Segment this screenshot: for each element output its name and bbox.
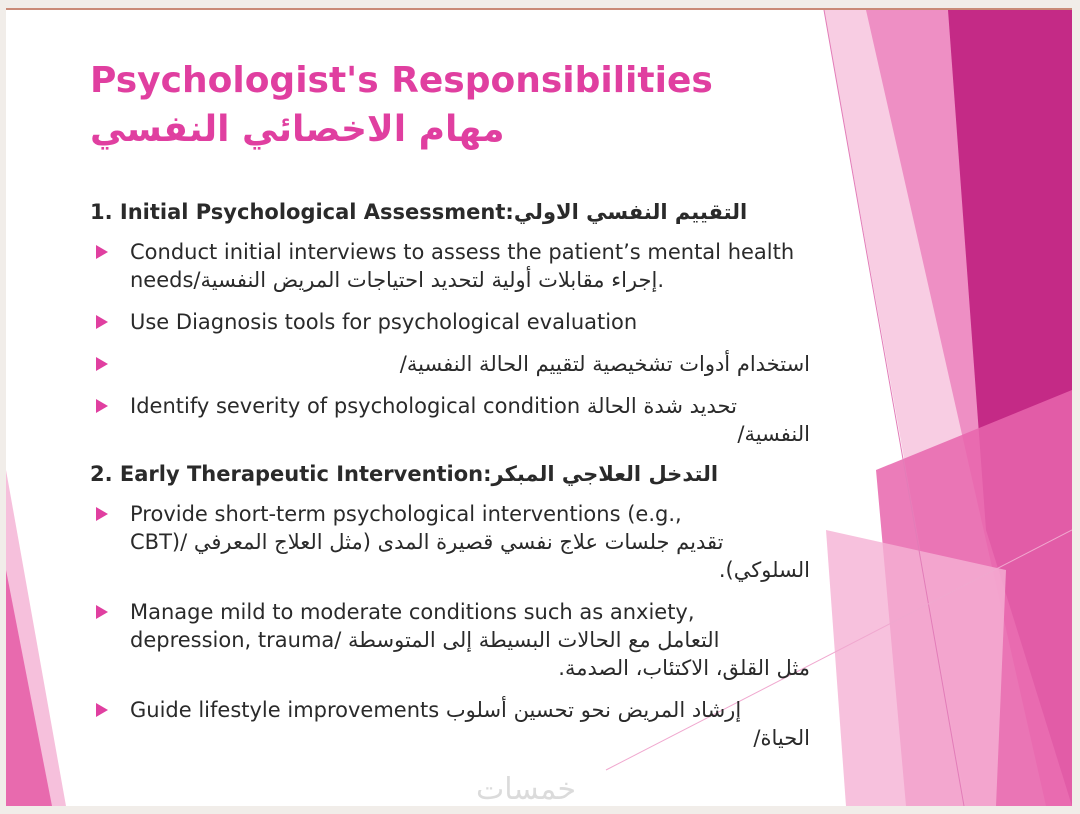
bullet-arrow-icon bbox=[96, 399, 108, 413]
bullet-text: Manage mild to moderate conditions such as anxiety, depression, trauma/ التعامل مع الحالات البسيطة إلى المتوسطة مثل القلق، الاكتئاب، الصدمة. bbox=[130, 600, 810, 680]
bullet-arrow-icon bbox=[96, 315, 108, 329]
bullet-arrow-icon bbox=[96, 703, 108, 717]
bullet-arrow-icon bbox=[96, 507, 108, 521]
bullet-arrow-icon bbox=[96, 245, 108, 259]
slide bbox=[6, 8, 1072, 806]
bullet-item bbox=[90, 500, 810, 584]
bullet-text: استخدام أدوات تشخيصية لتقييم الحالة النفسية/ bbox=[399, 352, 810, 376]
section-heading-early-intervention: 2. Early Therapeutic Intervention:التدخل العلاجي المبكر bbox=[90, 462, 719, 486]
section-heading-initial-assessment: 1. Initial Psychological Assessment:التقييم النفسي الاولي bbox=[90, 200, 748, 224]
bullet-arrow-icon bbox=[96, 605, 108, 619]
watermark-logo: خمسات bbox=[476, 772, 577, 806]
bullet-text: Provide short-term psychological interventions (e.g., CBT)/ تقديم جلسات علاج نفسي قصيرة المدى (مثل العلاج المعرفي السلوكي). bbox=[130, 502, 810, 582]
bullet-item bbox=[90, 238, 810, 294]
bullet-arrow-icon bbox=[96, 357, 108, 371]
bullet-item bbox=[90, 696, 810, 752]
bullet-text: Identify severity of psychological condition تحديد شدة الحالة النفسية/ bbox=[130, 394, 810, 446]
bullet-item bbox=[90, 308, 810, 336]
bullet-text: Use Diagnosis tools for psychological evaluation bbox=[130, 310, 638, 334]
bullet-text: Conduct initial interviews to assess the patient’s mental health needs/إجراء مقابلات أولية لتحديد احتياجات المريض النفسية. bbox=[130, 240, 795, 292]
bullet-item bbox=[90, 598, 810, 682]
decor-shape-light-lower bbox=[826, 530, 1006, 806]
slide-content bbox=[90, 200, 810, 766]
bullet-text: Guide lifestyle improvements إرشاد المريض نحو تحسين أسلوب الحياة/ bbox=[130, 698, 810, 750]
slide-title-english: Psychologist's Responsibilities bbox=[90, 60, 713, 101]
bullet-item bbox=[90, 350, 810, 378]
slide-title bbox=[90, 58, 713, 152]
slide-title-arabic: مهام الاخصائي النفسي bbox=[90, 109, 505, 150]
bullet-item bbox=[90, 392, 810, 448]
